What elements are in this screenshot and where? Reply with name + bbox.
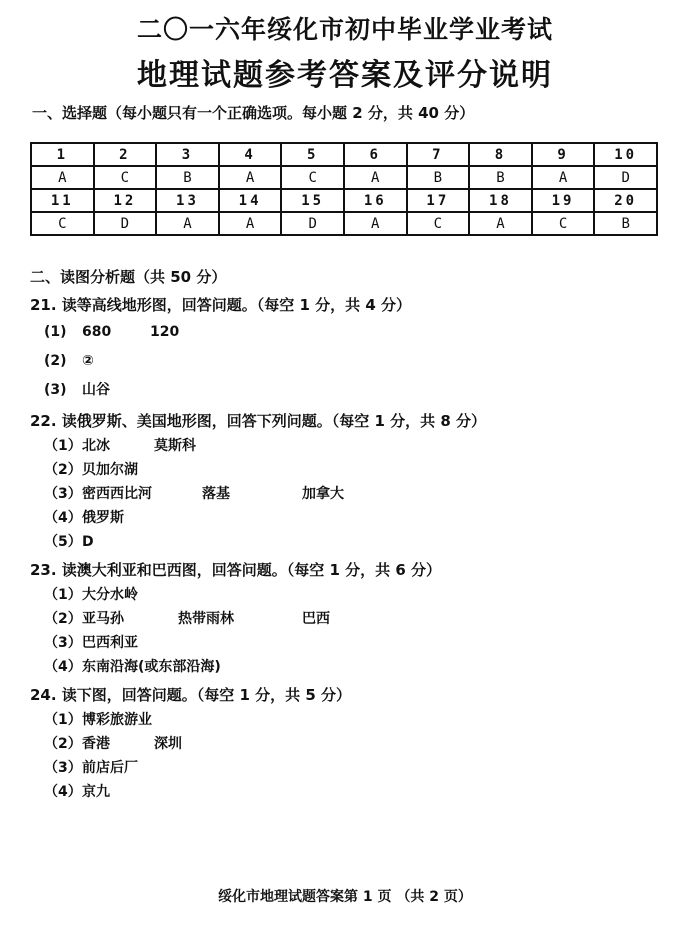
question-number: 5: [281, 143, 344, 166]
answer-cell: D: [594, 166, 657, 189]
list-item: [30, 780, 660, 804]
list-item: [30, 506, 660, 530]
list-item: [30, 376, 660, 405]
answer-cell: C: [94, 166, 157, 189]
answer-cell: A: [31, 166, 94, 189]
answer-text: 密西西比河: [82, 486, 152, 502]
answer-cell: A: [469, 212, 532, 235]
answer-label: （2）: [44, 611, 82, 627]
question-number: 16: [344, 189, 407, 212]
answer-cell: C: [281, 166, 344, 189]
answer-label: (1): [44, 324, 67, 340]
list-item: [30, 655, 660, 679]
answer-cell: C: [31, 212, 94, 235]
answer-label: （1）: [44, 438, 82, 454]
question-number: 12: [94, 189, 157, 212]
answer-text: 北冰: [82, 438, 110, 454]
answer-text: 热带雨林: [178, 611, 234, 627]
question-number: 10: [594, 143, 657, 166]
question-number: 7: [407, 143, 470, 166]
answer-text: 120: [150, 324, 180, 340]
question-number: 4: [219, 143, 282, 166]
page-footer: 绥化市地理试题答案第 1 页 （共 2 页）: [218, 889, 472, 905]
answer-text: ②: [82, 353, 94, 369]
table-row-answers-1: [31, 166, 657, 189]
section2: [30, 265, 660, 804]
answer-label: （5）: [44, 534, 82, 550]
answer-text: 680: [82, 324, 112, 340]
answer-text: 加拿大: [302, 486, 344, 502]
question-number: 8: [469, 143, 532, 166]
question-number: 14: [219, 189, 282, 212]
answer-label: （3）: [44, 635, 82, 651]
answer-label: (3): [44, 382, 67, 398]
list-item: [30, 631, 660, 655]
answer-cell: A: [344, 166, 407, 189]
answer-label: （1）: [44, 712, 82, 728]
question-number: 2: [94, 143, 157, 166]
question-number: 18: [469, 189, 532, 212]
list-item: [30, 458, 660, 482]
section2-heading: 二、读图分析题（共 50 分）: [30, 268, 227, 286]
answer-cell: A: [219, 166, 282, 189]
question-number: 1: [31, 143, 94, 166]
question-number: 19: [532, 189, 595, 212]
question-21-title: 21. 读等高线地形图，回答问题。（每空 1 分，共 4 分）: [30, 296, 412, 314]
answer-cell: C: [532, 212, 595, 235]
answer-text: 落基: [202, 486, 230, 502]
question-number: 17: [407, 189, 470, 212]
answer-text: 巴西利亚: [82, 635, 138, 651]
answer-cell: B: [156, 166, 219, 189]
question-number: 3: [156, 143, 219, 166]
answer-label: （2）: [44, 462, 82, 478]
list-item: [30, 732, 660, 756]
answer-label: （3）: [44, 760, 82, 776]
answer-text: 前店后厂: [82, 760, 138, 776]
question-number: 15: [281, 189, 344, 212]
answer-text: 莫斯科: [154, 438, 196, 454]
answer-label: （1）: [44, 587, 82, 603]
list-item: [30, 347, 660, 376]
answer-cell: D: [281, 212, 344, 235]
table-row-answers-2: [31, 212, 657, 235]
section1-heading: 一、选择题（每小题只有一个正确选项。每小题 2 分，共 40 分）: [32, 104, 475, 122]
answer-text: 山谷: [82, 382, 110, 398]
question-number: 13: [156, 189, 219, 212]
list-item: [30, 482, 660, 506]
answer-cell: A: [156, 212, 219, 235]
answer-text: 京九: [82, 784, 110, 800]
list-item: [30, 530, 660, 554]
answer-cell: B: [407, 166, 470, 189]
list-item: [30, 318, 660, 347]
answer-text: 香港: [82, 736, 110, 752]
answer-cell: B: [469, 166, 532, 189]
answer-cell: A: [344, 212, 407, 235]
list-item: [30, 708, 660, 732]
answer-cell: D: [94, 212, 157, 235]
choice-answer-table: [30, 142, 658, 236]
answer-text: 大分水岭: [82, 587, 138, 603]
document-title: 地理试题参考答案及评分说明: [137, 58, 553, 93]
question-24-title: 24. 读下图，回答问题。（每空 1 分，共 5 分）: [30, 686, 352, 704]
answer-text: 俄罗斯: [82, 510, 124, 526]
answer-cell: A: [219, 212, 282, 235]
answer-text: 亚马孙: [82, 611, 124, 627]
answer-label: （4）: [44, 510, 82, 526]
table-row-numbers-1: [31, 143, 657, 166]
question-number: 11: [31, 189, 94, 212]
question-22-title: 22. 读俄罗斯、美国地形图，回答下列问题。（每空 1 分，共 8 分）: [30, 412, 487, 430]
list-item: [30, 756, 660, 780]
answer-text: 东南沿海(或东部沿海): [82, 659, 221, 675]
question-number: 9: [532, 143, 595, 166]
exam-title: 二〇一六年绥化市初中毕业学业考试: [136, 15, 553, 44]
answer-label: （3）: [44, 486, 82, 502]
answer-label: （2）: [44, 736, 82, 752]
answer-label: （4）: [44, 784, 82, 800]
answer-text: 深圳: [154, 736, 182, 752]
answer-text: 巴西: [302, 611, 330, 627]
list-item: [30, 583, 660, 607]
answer-text: 博彩旅游业: [82, 712, 152, 728]
table-row-numbers-2: [31, 189, 657, 212]
answer-text: D: [82, 534, 94, 550]
answer-cell: C: [407, 212, 470, 235]
answer-label: （4）: [44, 659, 82, 675]
answer-cell: B: [594, 212, 657, 235]
question-23-title: 23. 读澳大利亚和巴西图，回答问题。（每空 1 分，共 6 分）: [30, 561, 442, 579]
question-number: 6: [344, 143, 407, 166]
list-item: [30, 434, 660, 458]
list-item: [30, 607, 660, 631]
answer-label: (2): [44, 353, 67, 369]
answer-cell: A: [532, 166, 595, 189]
answer-text: 贝加尔湖: [82, 462, 138, 478]
question-number: 20: [594, 189, 657, 212]
